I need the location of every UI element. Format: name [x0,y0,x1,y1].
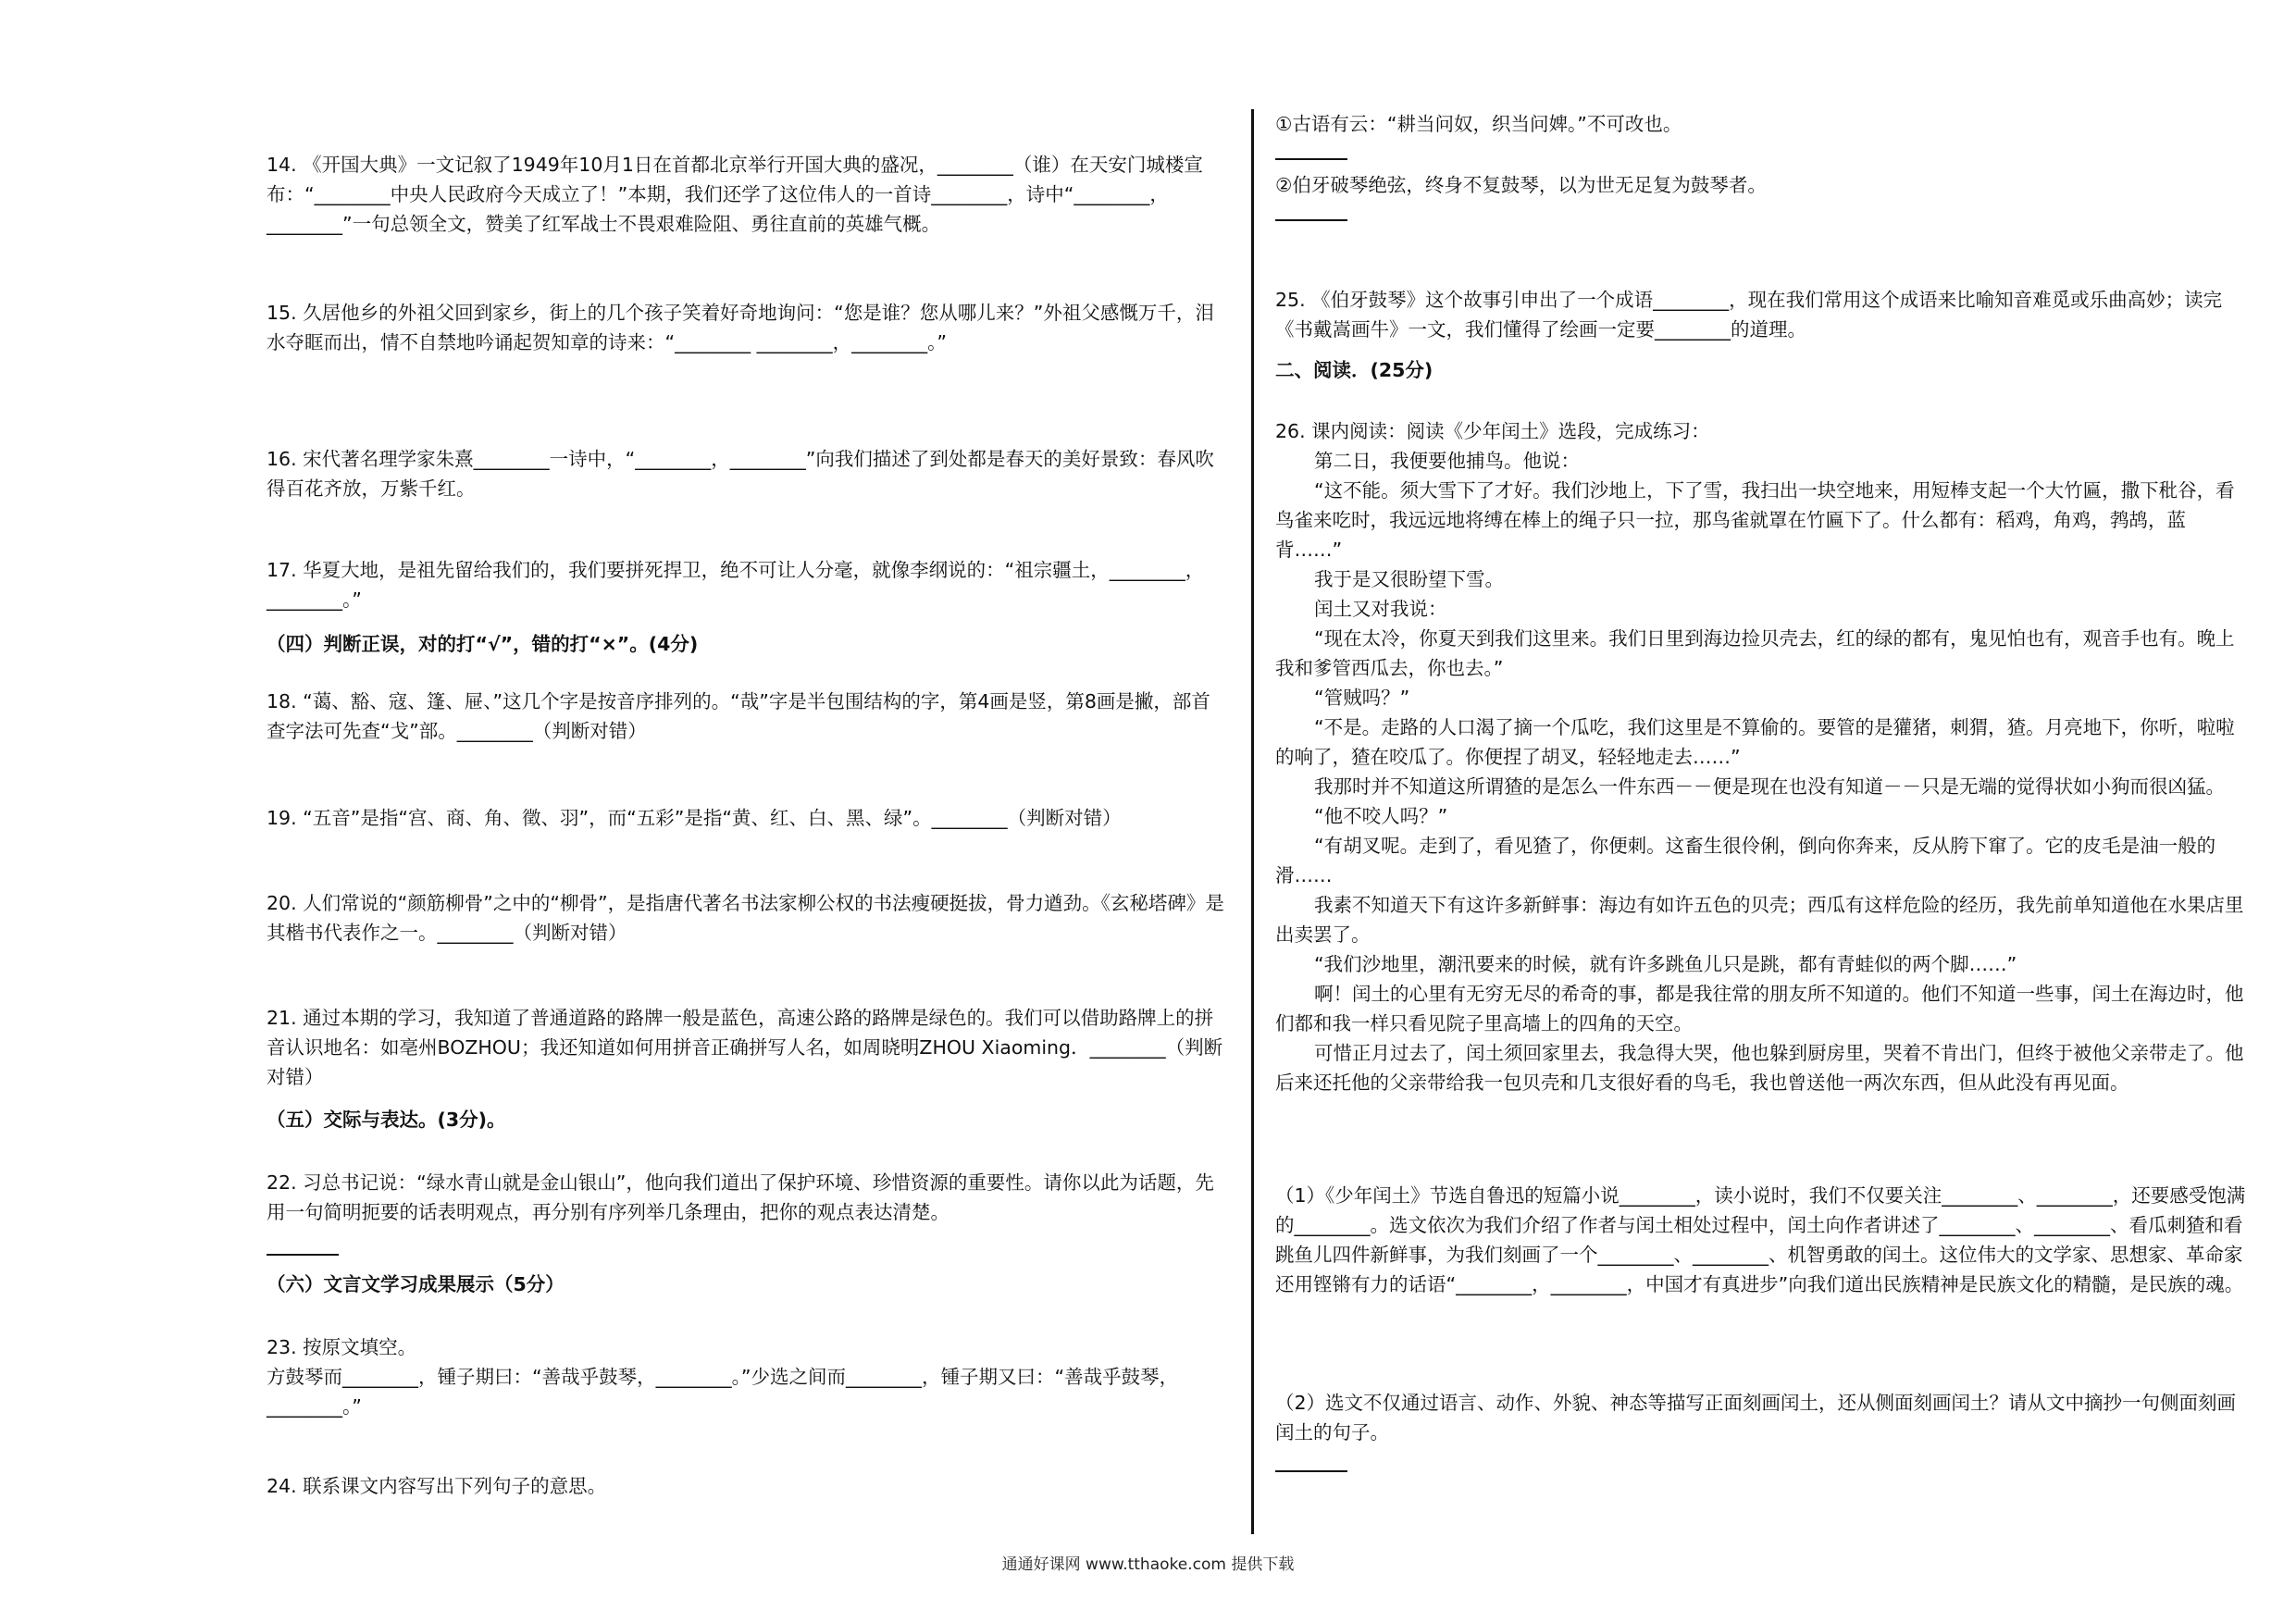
answer-line [1275,218,1347,221]
question-15: 15. 久居他乡的外祖父回到家乡，街上的几个孩子笑着好奇地询问：“您是谁？您从哪儿来？”外祖父感慨万千，泪水夺眶而出，情不自禁地吟诵起贺知章的诗来：“________ ________，________。” [267,302,1214,353]
section-6-heading: （六）文言文学习成果展示（5分） [267,1273,565,1295]
column-divider [1251,109,1254,1534]
question-24-item-2: ②伯牙破琴绝弦，终身不复鼓琴，以为世无足复为鼓琴者。 [1275,170,2247,229]
page-footer: 通通好课网 www.tthaoke.com 提供下载 [1001,1555,1295,1574]
question-19: 19. “五音”是指“宫、商、角、徵、羽”，而“五彩”是指“黄、红、白、黑、绿”。________（判断对错） [267,807,1122,829]
section-5-heading: （五）交际与表达。(3分)。 [267,1109,506,1131]
question-22: 22. 习总书记说：“绿水青山就是金山银山”，他向我们道出了保护环境、珍惜资源的重要性。请你以此为话题，先用一句简明扼要的话表明观点，再分别有序列举几条理由，把你的观点表达清楚。 [267,1168,1224,1264]
question-21: 21. 通过本期的学习，我知道了普通道路的路牌一般是蓝色，高速公路的路牌是绿色的。我们可以借助路牌上的拼音认识地名：如亳州BOZHOU；我还知道如何用拼音正确拼写人名，如周晓明ZHOU Xiaoming．________（判断对错） [267,1007,1223,1088]
answer-line [1275,157,1347,160]
question-18: 18. “蔼、豁、寇、篷、屉、”这几个字是按音序排列的。“哉”字是半包围结构的字，第4画是竖，第8画是撇，部首查字法可先查“戈”部。________（判断对错） [267,690,1210,742]
question-14: 14. 《开国大典》一文记叙了1949年10月1日在首都北京举行开国大典的盛况，________（谁）在天安门城楼宣布：“________中央人民政府今天成立了！”本期，我们还学了这位伟人的一首诗________，诗中“________，________”一句总领全文，赞美了红军战士不畏艰难险阻、勇往直前的英雄气概。 [267,154,1203,235]
question-20: 20. 人们常说的“颜筋柳骨”之中的“柳骨”，是指唐代著名书法家柳公权的书法瘦硬挺拔，骨力遒劲。《玄秘塔碑》是其楷书代表作之一。________（判断对错） [267,892,1224,944]
question-23: 23. 按原文填空。 方鼓琴而________，锺子期曰：“善哉乎鼓琴，________。”少选之间而________，锺子期又曰：“善哉乎鼓琴，________。” [267,1336,1179,1418]
reading-section-heading: 二、阅读．(25分) [1275,359,1433,381]
question-17: 17. 华夏大地，是祖先留给我们的，我们要拼死捍卫，绝不可让人分毫，就像李纲说的：“祖宗疆土，________，________。” [267,559,1205,611]
answer-line [267,1253,339,1256]
question-25: 25. 《伯牙鼓琴》这个故事引申出了一个成语________，现在我们常用这个成语来比喻知音难觅或乐曲高妙；读完《书戴嵩画牛》一文，我们懂得了绘画一定要________的道理。 [1275,289,2223,341]
question-24-item-1: ①古语有云：“耕当问奴，织当问婢。”不可改也。 [1275,109,2247,168]
question-16: 16. 宋代著名理学家朱熹________一诗中，“________，________”向我们描述了到处都是春天的美好景致：春风吹得百花齐放，万紫千红。 [267,448,1214,500]
answer-line [1275,1469,1347,1472]
question-24: 24. 联系课文内容写出下列句子的意思。 [267,1475,607,1497]
question-26-sub-1: （1）《少年闰土》节选自鲁迅的短篇小说________，读小说时，我们不仅要关注________、________，还要感受饱满的________。选文依次为我们介绍了作者与闰土相处过程中，闰土向作者讲述了________、________、看瓜刺猹和看跳鱼儿四件新鲜事，为我们刻画了一个________、________、机智勇敢的闰土。这位伟大的文学家、思想家、革命家还用铿锵有力的话语“________，________，中国才有真进步”向我们道出民族精神是民族文化的精髓，是民族的魂。 [1275,1184,2246,1295]
section-4-heading: （四）判断正误，对的打“√”，错的打“×”。(4分) [267,633,699,655]
question-26-passage: 26. 课内阅读：阅读《少年闰土》选段，完成练习： 第二日，我便要他捕鸟。他说： “这不能。须大雪下了才好。我们沙地上，下了雪，我扫出一块空地来，用短棒支起一个大竹匾，撒下秕谷，看鸟雀来吃时，我远远地将缚在棒上的绳子只一拉，那鸟雀就罩在竹匾下了。什么都有：稻鸡，角鸡，鹁鸪，蓝背……” 我于是又很盼望下雪。 闰土又对我说： “现在太冷，你夏天到我们这里来。我们日里到海边捡贝壳去，红的绿的都有，鬼见怕也有，观音手也有。晚上我和爹管西瓜去，你也去。” “管贼吗？” “不是。走路的人口渴了摘一个瓜吃，我们这里是不算偷的。要管的是獾猪，刺猬，猹。月亮地下，你听，啦啦的响了，猹在咬瓜了。你便捏了胡叉，轻轻地走去……” 我那时并不知道这所谓猹的是怎么一件东西－－便是现在也没有知道－－只是无端的觉得状如小狗而很凶猛。 “他不咬人吗？” “有胡叉呢。走到了，看见猹了，你便刺。这畜生很伶俐，倒向你奔来，反从胯下窜了。它的皮毛是油一般的滑…… 我素不知道天下有这许多新鲜事：海边有如许五色的贝壳；西瓜有这样危险的经历，我先前单知道他在水果店里出卖罢了。 “我们沙地里，潮汛要来的时候，就有许多跳鱼儿只是跳，都有青蛙似的两个脚……” 啊！闰土的心里有无穷无尽的希奇的事，都是我往常的朋友所不知道的。他们不知道一些事，闰土在海边时，他们都和我一样只看见院子里高墙上的四角的天空。 可惜正月过去了，闰土须回家里去，我急得大哭，他也躲到厨房里，哭着不肯出门，但终于被他父亲带走了。他后来还托他的父亲带给我一包贝壳和几支很好看的鸟毛，我也曾送他一两次东西，但从此没有再见面。 [1275,420,2244,1094]
question-26-sub-2: （2）选文不仅通过语言、动作、外貌、神态等描写正面刻画闰土，还从侧面刻画闰土？请从文中摘抄一句侧面刻画闰土的句子。 [1275,1388,2247,1481]
